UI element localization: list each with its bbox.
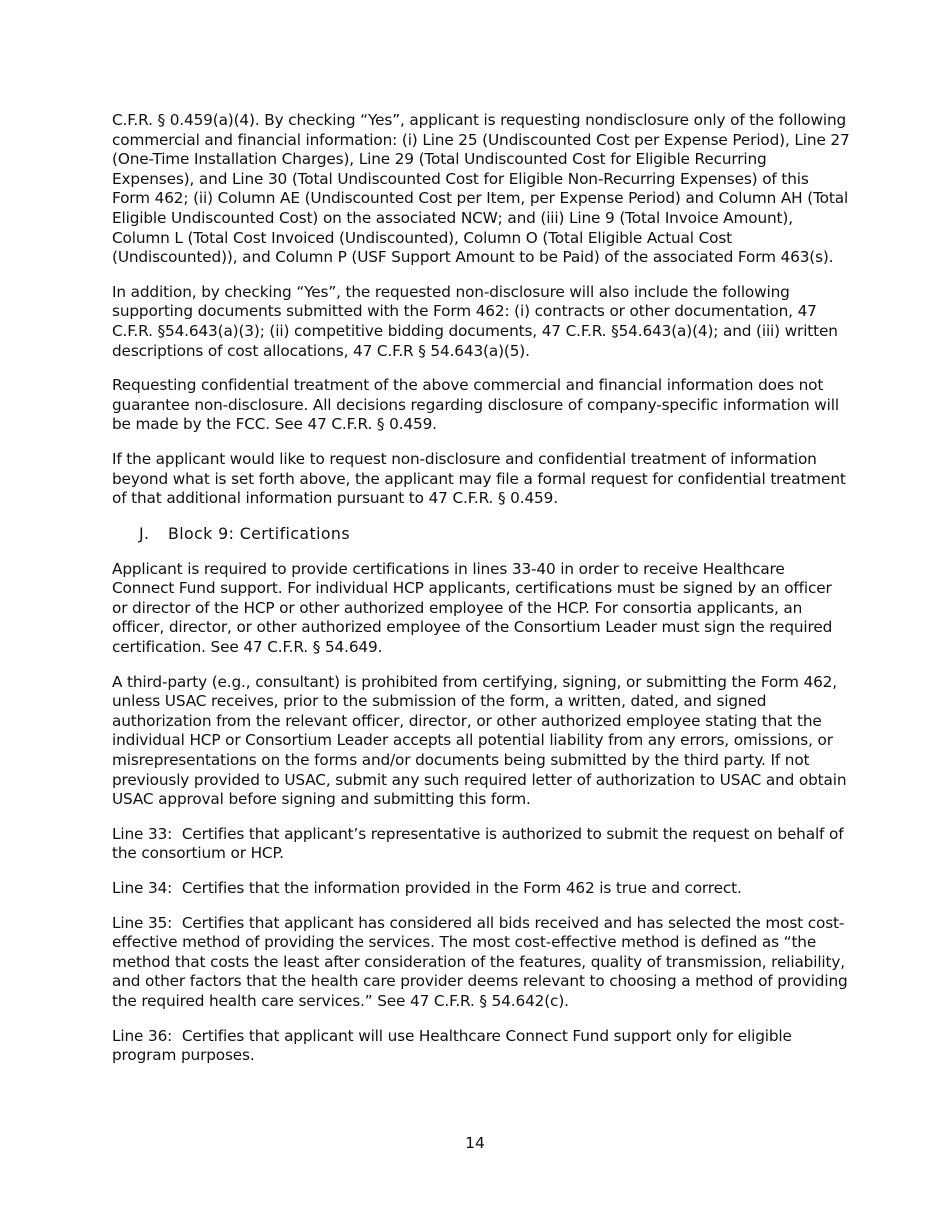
line-36-label: Line 36: [112, 1026, 173, 1045]
line-35-text: Certifies that applicant has considered all bids received and has selected the most cost-effective method of providing the services. The most cost-effective method is defined as “the method that costs the least after consideration of the features, quality of transmission, reliability, and other factors that the health care provider deems relevant to choosing a method of providing the required health care services.” See 47 C.F.R. § 54.642(c). [112, 913, 848, 1010]
paragraph-formal-request: If the applicant would like to request non-disclosure and confidential treatment of information beyond what is set forth above, the applicant may file a formal request for confidential treatment of that additional information pursuant to 47 C.F.R. § 0.459. [112, 449, 846, 508]
section-letter: J. [139, 523, 150, 543]
line-36-item [112, 1027, 850, 1066]
paragraph-supporting-documents: In addition, by checking “Yes”, the requested non-disclosure will also include the following supporting documents submitted with the Form 462: (i) contracts or other documentation, 47 C.F.R. §54.643(a)(3); (ii) competitive bidding documents, 47 C.F.R. §54.643(a)(4); and (iii) written descriptions of cost allocations, 47 C.F.R § 54.643(a)(5). [112, 282, 838, 360]
paragraph-certification-requirements: Applicant is required to provide certifications in lines 33-40 in order to receive Healthcare Connect Fund support. For individual HCP applicants, certifications must be signed by an officer or director of the HCP or other authorized employee of the HCP. For consortia applicants, an officer, director, or other authorized employee of the Consortium Leader must sign the required certification. See 47 C.F.R. § 54.649. [112, 559, 833, 657]
line-35-item [112, 914, 850, 1012]
line-33-label: Line 33: [112, 824, 173, 843]
line-34-label: Line 34: [112, 879, 173, 897]
line-33-text: Certifies that applicant’s representative is authorized to submit the request on behalf of the consortium or HCP. [112, 824, 844, 863]
line-34-item [112, 879, 850, 899]
line-34-text: Certifies that the information provided in the Form 462 is true and correct. [181, 879, 742, 897]
document-page [112, 111, 850, 1081]
line-33-item [112, 825, 850, 864]
paragraph-confidential-treatment: Requesting confidential treatment of the above commercial and financial information does not guarantee non-disclosure. All decisions regarding disclosure of company-specific information will be made by the FCC. See 47 C.F.R. § 0.459. [112, 376, 839, 434]
section-heading-block-9 [139, 524, 850, 544]
paragraph-third-party-authorization: A third-party (e.g., consultant) is prohibited from certifying, signing, or submitting the Form 462, unless USAC receives, prior to the submission of the form, a written, dated, and signed authorization from the relevant officer, director, or other authorized employee stating that the individual HCP or Consortium Leader accepts all potential liability from any errors, omissions, or misrepresentations on the forms and/or documents being submitted by the third party. If not previously provided to USAC, submit any such required letter of authorization to USAC and obtain USAC approval before signing and submitting this form. [112, 672, 847, 809]
section-title: Block 9: Certifications [168, 523, 350, 543]
line-35-label: Line 35: [112, 913, 173, 932]
line-36-text: Certifies that applicant will use Healthcare Connect Fund support only for eligible program purposes. [112, 1026, 792, 1065]
page-number: 14 [465, 1134, 485, 1152]
paragraph-nondisclosure-scope: C.F.R. § 0.459(a)(4). By checking “Yes”, applicant is requesting nondisclosure only of the following commercial and financial information: (i) Line 25 (Undiscounted Cost per Expense Period), Line 27 (One-Time Installation Charges), Line 29 (Total Undiscounted Cost for Eligible Recurring Expenses), and Line 30 (Total Undiscounted Cost for Eligible Non-Recurring Expenses) of this Form 462; (ii) Column AE (Undiscounted Cost per Item, per Expense Period) and Column AH (Total Eligible Undiscounted Cost) on the associated NCW; and (iii) Line 9 (Total Invoice Amount), Column L (Total Cost Invoiced (Undiscounted), Column O (Total Eligible Actual Cost (Undiscounted)), and Column P (USF Support Amount to be Paid) of the associated Form 463(s). [112, 111, 850, 267]
